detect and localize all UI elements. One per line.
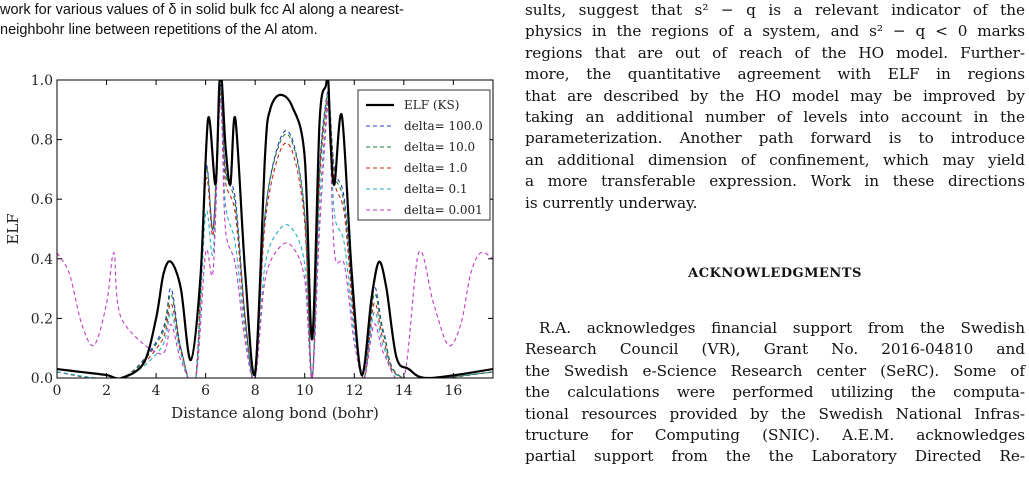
text-line: a more transferable expression. Work in these directions — [525, 172, 1025, 191]
legend-label: delta= 10.0 — [404, 140, 476, 154]
right-column-text — [525, 0, 1025, 214]
text-line: an additional dimension of confinement, which may yield — [525, 150, 1025, 169]
y-tick-label: 0.2 — [30, 311, 53, 328]
y-tick-label: 0.4 — [30, 251, 53, 268]
legend-label: delta= 100.0 — [404, 119, 483, 133]
x-axis-label: Distance along bond (bohr) — [171, 404, 379, 422]
text-line: Research Council (VR), Grant No. 2016-04810 and — [525, 340, 1025, 359]
x-tick-label: 10 — [295, 383, 314, 399]
acknowledgments-text — [525, 318, 1025, 468]
text-line: R.A. acknowledges financial support from the Swedish — [539, 319, 1025, 337]
y-tick-label: 1.0 — [30, 73, 53, 89]
y-tick-label: 0.8 — [30, 132, 53, 149]
legend-label: ELF (KS) — [404, 98, 460, 112]
text-line: that are described by the HO model may be improved by — [525, 86, 1025, 105]
x-tick-label: 0 — [52, 383, 62, 399]
x-tick-label: 4 — [151, 383, 161, 399]
y-axis-label: ELF — [4, 213, 22, 245]
text-line: is currently underway. — [525, 193, 698, 212]
x-tick-label: 8 — [250, 383, 260, 399]
y-tick-label: 0.6 — [30, 192, 53, 209]
text-line: more, the quantitative agreement with ELF in regions — [525, 65, 1025, 84]
text-line: sults, suggest that s² − q is a relevant indicator of the — [525, 1, 1025, 19]
legend-label: delta= 0.001 — [404, 203, 483, 217]
x-tick-label: 2 — [102, 383, 112, 399]
text-line: parameterization. Another path forward is to introduce — [525, 129, 1025, 148]
y-tick-label: 0.0 — [30, 371, 53, 387]
caption-line: work for various values of δ in solid bulk fcc Al along a nearest- — [0, 2, 404, 18]
text-line: partial support from the the Laboratory Directed Re- — [525, 447, 1025, 466]
figure-caption — [0, 0, 500, 40]
legend-label: delta= 1.0 — [404, 161, 468, 175]
section-heading: ACKNOWLEDGMENTS — [688, 266, 862, 281]
text-line: tional resources provided by the Swedish National Infras- — [525, 404, 1025, 423]
text-line: tructure for Computing (SNIC). A.E.M. acknowledges — [525, 425, 1025, 444]
text-line: regions that are out of reach of the HO model. Further- — [525, 43, 1025, 62]
caption-line: neighbohr line between repetitions of the Al atom. — [0, 22, 318, 38]
text-line: physics in the regions of a system, and s² − q < 0 marks — [525, 22, 1025, 41]
text-line: taking an additional number of levels into account in the — [525, 107, 1025, 126]
text-line: the Swedish e-Science Research center (SeRC). Some of — [525, 361, 1025, 380]
x-tick-label: 12 — [345, 383, 364, 399]
x-tick-label: 6 — [201, 383, 211, 399]
legend-label: delta= 0.1 — [404, 182, 468, 196]
text-line: the calculations were performed utilizing the computa- — [525, 383, 1025, 402]
x-tick-label: 16 — [444, 383, 463, 399]
x-tick-label: 14 — [394, 383, 413, 399]
elf-chart — [0, 70, 505, 480]
